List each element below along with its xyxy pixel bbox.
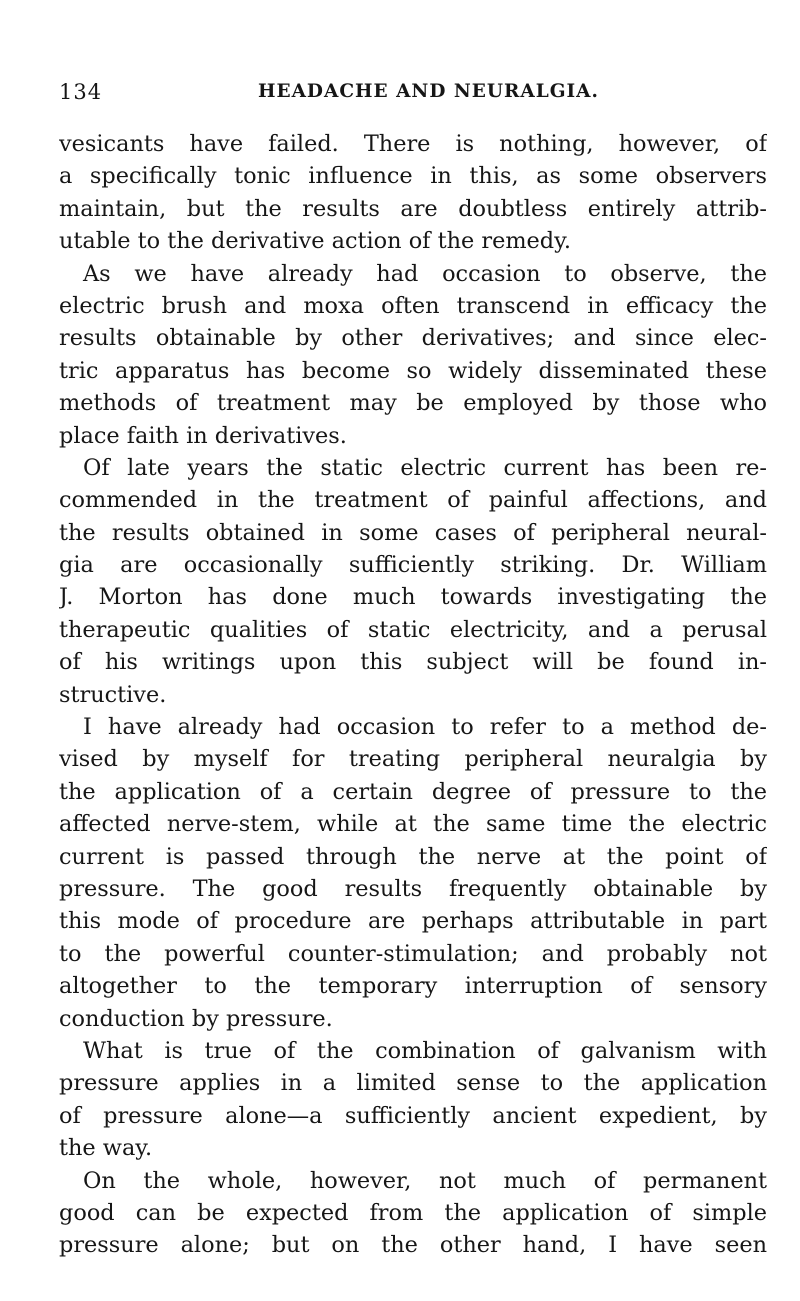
page-number: 134: [59, 80, 103, 104]
text-line: the way.: [59, 1135, 153, 1162]
text-line: results obtainable by other derivatives; and since elec-: [59, 325, 767, 352]
text-line: I have already had occasion to refer to a method de-: [83, 714, 767, 741]
text-line: vised by myself for treating peripheral neuralgia by: [59, 746, 767, 773]
text-line: As we have already had occasion to observe, the: [83, 260, 767, 287]
book-page: [59, 80, 767, 1262]
text-line: On the whole, however, not much of permanent: [83, 1167, 767, 1194]
text-line: this mode of procedure are perhaps attributable in part: [59, 908, 767, 935]
text-line: of pressure alone—a sufficiently ancient expedient, by: [59, 1102, 767, 1129]
text-line: current is passed through the nerve at the point of: [59, 843, 767, 870]
text-line: the results obtained in some cases of peripheral neural-: [59, 519, 767, 546]
text-line: altogether to the temporary interruption of sensory: [59, 973, 767, 1000]
body-text: [59, 128, 767, 1262]
text-line: a specifically tonic influence in this, as some observers: [59, 163, 767, 190]
text-line: place faith in derivatives.: [59, 422, 347, 449]
text-line: good can be expected from the application of simple: [59, 1199, 767, 1226]
text-line: electric brush and moxa often transcend in efficacy the: [59, 292, 767, 319]
text-line: utable to the derivative action of the remedy.: [59, 228, 571, 255]
text-line: What is true of the combination of galvanism with: [83, 1037, 767, 1064]
text-line: Of late years the static electric current has been re-: [83, 454, 767, 481]
running-header: [59, 80, 767, 116]
text-line: of his writings upon this subject will be found in-: [59, 649, 767, 676]
running-title: HEADACHE AND NEURALGIA.: [258, 81, 599, 102]
text-line: commended in the treatment of painful affections, and: [59, 487, 767, 514]
text-line: the application of a certain degree of pressure to the: [59, 778, 767, 805]
text-line: J. Morton has done much towards investigating the: [59, 584, 767, 611]
text-line: maintain, but the results are doubtless entirely attrib-: [59, 195, 767, 222]
text-line: tric apparatus has become so widely disseminated these: [59, 357, 767, 384]
text-line: pressure alone; but on the other hand, I have seen: [59, 1232, 767, 1259]
text-line: affected nerve-stem, while at the same time the electric: [59, 811, 767, 838]
text-line: conduction by pressure.: [59, 1005, 333, 1032]
text-line: gia are occasionally sufficiently striking. Dr. William: [59, 552, 767, 579]
text-line: therapeutic qualities of static electricity, and a perusal: [59, 616, 767, 643]
text-line: methods of treatment may be employed by those who: [59, 390, 767, 417]
text-line: pressure. The good results frequently obtainable by: [59, 875, 767, 902]
text-line: pressure applies in a limited sense to the application: [59, 1070, 767, 1097]
text-line: to the powerful counter-stimulation; and probably not: [59, 940, 767, 967]
text-line: structive.: [59, 681, 167, 708]
text-line: vesicants have failed. There is nothing, however, of: [59, 131, 767, 157]
